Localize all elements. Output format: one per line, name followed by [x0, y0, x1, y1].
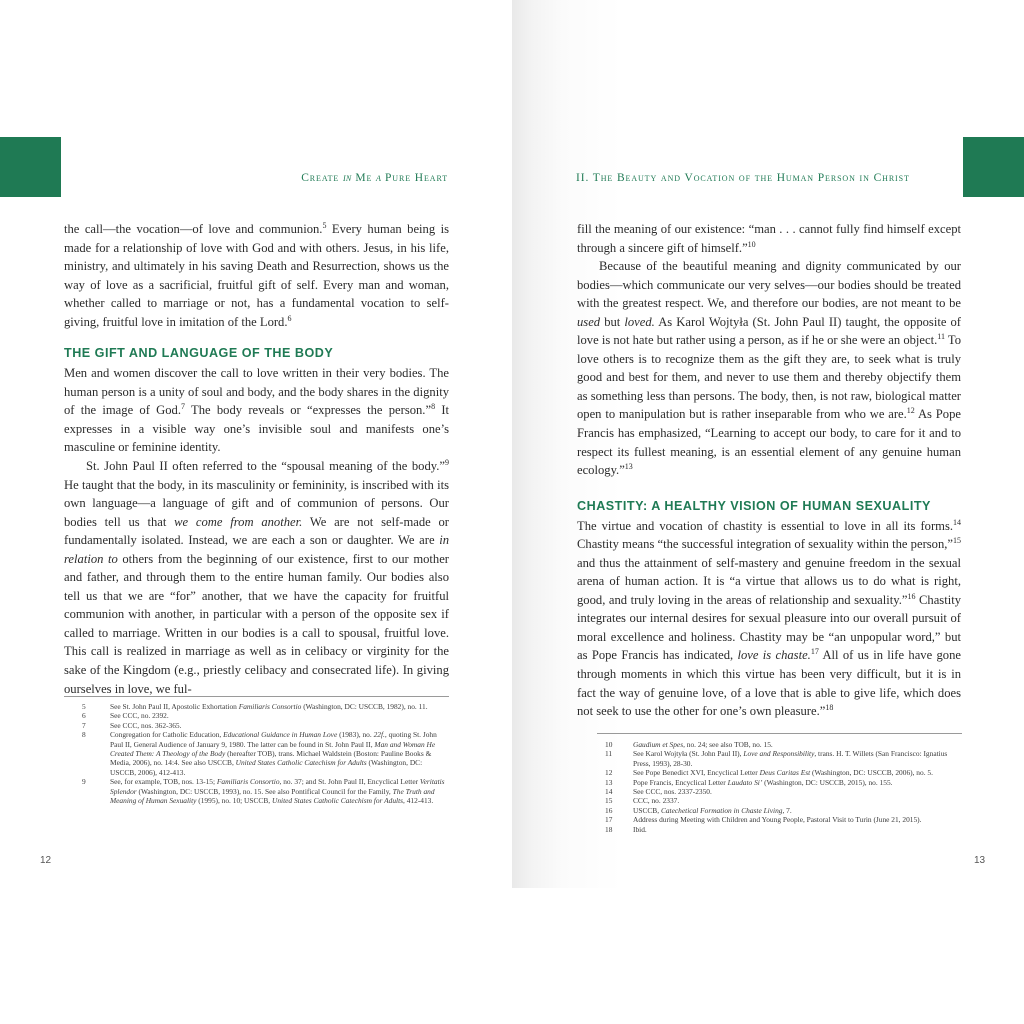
paragraph: Because of the beautiful meaning and dignity communicated by our bodies—which communicate our very selves—our bodies should be treated with the greatest respect. We, and therefore our bodies, are not meant to be used but loved. As Karol Wojtyła (St. John Paul II) taught, the opposite of love is not hate but rather using a person, as if he or she were an object.$^{11}$ To love others is to recognize them as the gift they are, to seek what is truly good and best for them, and never to use them and thereby objectify them as something less than persons. The body, then, is not raw, biological matter open to manipulation but is rather inseparable from who we are.$^{12}$ As Pope Francis has emphasized, “Learning to accept our body, to care for it and to respect its fullest meaning, is an essential element of any genuine human ecology.”$^{13}$ — [577, 259, 962, 478]
body-text — [64, 220, 449, 698]
paragraph: The virtue and vocation of chastity is essential to love in all its forms.$^{14}$ Chastity means “the successful integration of sexuality within the person,”$^{15}$ and thus the attainment of self-mastery and genuine freedom in the sexual arena of human action. It is “a virtue that allows us to do what is right, good, and truly loving in the areas of relationship and sexuality.”$^{16}$ Chastity integrates our internal desires for sexual pleasure into our overall pursuit of moral excellence and holiness. Chastity may be “an unpopular word,” but as Pope Francis has indicated, love is chaste.$^{17}$ All of us in life have gone through moments in which this virtue has been very difficult, but it is in fact the way of genuine love, of a love that is able to give life, which does not seek to use the other for one’s own pleasure.”$^{18}$ — [577, 517, 961, 719]
footnotes — [597, 740, 962, 834]
footnote: 12 See Pope Benedict XVI, Encyclical Letter Deus Caritas Est (Washington, DC: USCCB, 2006), no. 5. — [605, 768, 933, 778]
page-number: 13 — [974, 855, 986, 866]
paragraph: fill the meaning of our existence: “man . . . cannot fully find himself except through a sincere gift of himself.”$^{10}$ — [577, 222, 961, 255]
section-heading: THE GIFT AND LANGUAGE OF THE BODY — [64, 346, 334, 361]
page-margin — [512, 888, 1024, 1024]
footnote-divider — [64, 696, 449, 697]
footnote: 14 See CCC, nos. 2337-2350. — [605, 787, 712, 797]
paragraph: St. John Paul II often referred to the “spousal meaning of the body.”$^9$ He taught that the body, in its masculinity or femininity, is inscribed with its own language—a language of gift and of communion of persons. Our bodies tell us that we come from another. We are not self-made or fundamentally isolated. Instead, we are each a son or daughter. We are in relation to others from the beginning of our existence, first to our mother and father, and through them to the entire human family. Our bodies also tell us that we are “for” another, that we have the capacity for fruitful communion with another, in particular with a person of the opposite sex if called to marriage. Written in our bodies is a call to spousal, fruitful love. This call is realized in marriage as well as in celibacy or virginity for the sake of the Kingdom (e.g., priestly celibacy and consecrated life). In giving ourselves in love, we ful- — [64, 458, 450, 696]
footnote: 17 Address during Meeting with Children and Young People, Pastoral Visit to Turin (June 21, 2015). — [605, 815, 922, 825]
footnote: 8 Congregation for Catholic Education, Educational Guidance in Human Love (1983), no. 22f., quoting St. John Paul II, General Audience of January 9, 1980. The latter can be found in St. John Paul II, Man and Woman He Created Them: A Theology of the Body (hereafter TOB), trans. Michael Waldstein (Boston: Pauline Books & Media, 2006), no. 14:4. See also USCCB, United States Catholic Catechism for Adults (Washington, DC: USCCB, 2006), 412-413. — [82, 730, 437, 777]
page-number: 12 — [40, 855, 52, 866]
body-text — [577, 220, 961, 721]
footnote: 18 Ibid. — [605, 824, 647, 834]
footnote: 16 USCCB, Catechetical Formation in Chaste Living, 7. — [605, 805, 792, 815]
footnote: 9 See, for example, TOB, nos. 13-15; Familiaris Consortio, no. 37; and St. John Paul II, Encyclical Letter Veritatis Splendor (Washington, DC: USCCB, 1993), no. 15. See also Pontifical Council for the Family, The Truth and Meaning of Human Sexuality (1995), no. 10; USCCB, United States Catholic Catechism for Adults, 412-413. — [82, 777, 445, 806]
footnote: 15 CCC, no. 2337. — [605, 796, 680, 806]
footnote: 11 See Karol Wojtyła (St. John Paul II), Love and Responsibility, trans. H. T. Willets (San Francisco: Ignatius Press, 1993), 28-30. — [605, 749, 948, 768]
paragraph: the call—the vocation—of love and communion.$^5$ Every human being is made for a relationship of love with God and with others. Jesus, in his life, ministry, and ultimately in his saving Death and Resurrection, shows us the way of love as a sacrificial, fruitful gift of self. Every man and woman, whether called to marriage or not, has a fundamental vocation to self-giving, fruitful love in imitation of the Lord.$^6$ — [64, 221, 449, 329]
accent-tab — [0, 137, 61, 197]
right-page — [512, 0, 1024, 1024]
running-head: II. The Beauty and Vocation of the Human Person in Christ — [576, 172, 910, 184]
footnote: 13 Pope Francis, Encyclical Letter Laudato Si’ (Washington, DC: USCCB, 2015), no. 155. — [605, 777, 893, 787]
paragraph: Men and women discover the call to love written in their very bodies. The human person is a unity of soul and body, and the body shares in the dignity of the image of God.$^7$ The body reveals or “expresses the person.”$^8$ It expresses in a visible way one’s invisible soul and manifests one’s masculine or feminine identity. — [64, 366, 450, 455]
footnote: 5 See St. John Paul II, Apostolic Exhortation Familiaris Consortio (Washington, DC: USCCB, 1982), no. 11. — [82, 702, 428, 711]
footnote: 6 See CCC, no. 2392. — [82, 711, 169, 721]
footnote: 7 See CCC, nos. 362-365. — [82, 720, 182, 730]
section-heading: CHASTITY: A HEALTHY VISION OF HUMAN SEXUALITY — [577, 498, 931, 513]
running-head: Create in Me a Pure Heart — [301, 172, 448, 184]
accent-tab — [963, 137, 1024, 197]
footnote-divider — [597, 733, 962, 734]
footnote: 10 Gaudium et Spes, no. 24; see also TOB, no. 15. — [605, 740, 773, 749]
footnotes — [82, 702, 450, 805]
